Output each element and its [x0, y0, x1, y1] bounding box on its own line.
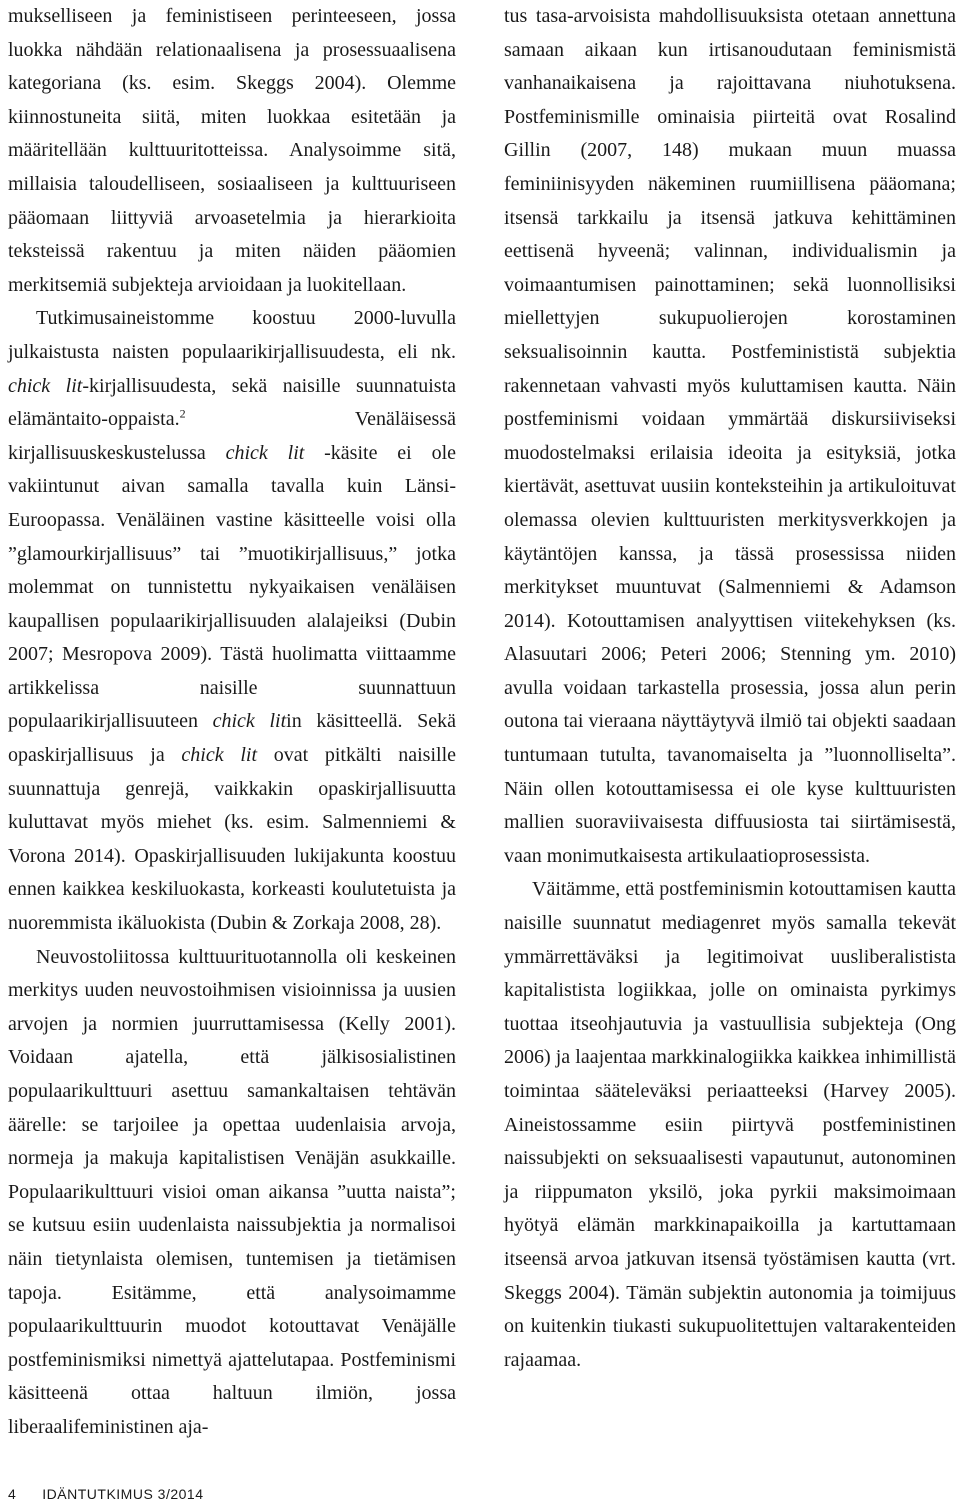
paragraph-text: Venäläisessä kirjallisuuskeskustelussa	[8, 408, 456, 464]
paragraph-argument	[504, 873, 956, 1377]
paragraph-research-material	[8, 302, 456, 940]
footnote-marker[interactable]: 2	[179, 406, 186, 421]
italic-term: chick lit	[8, 374, 83, 397]
paragraph-text: Tutkimusaineistomme koostuu 2000-luvulla julkaistusta naisten populaarikirjallisuudesta, eli nk.	[8, 307, 456, 363]
paragraph-text: mukselliseen ja feministiseen perinteeseen, jossa luokka nähdään relationaalisena ja prosessuaalisena kategoriana (ks. esim. Skeggs 2004). Olemme kiinnostuneita siitä, miten luokkaa esitetään ja määritellään kulttuuritotteissa. Analysoimme sitä, millaisia taloudelliseen, sosiaaliseen ja kulttuuriseen pääomaan liittyviä arvoasetelmia ja hierarkioita teksteissä rakentuu ja miten näiden pääomien merkitsemiä subjekteja arvioidaan ja luokitellaan.	[8, 5, 456, 296]
paragraph-text: Väitämme, että postfeminismin kotouttamisen kautta naisille suunnatut mediagenret myös samalla tekevät ymmärrettäväksi ja legitimoivat uusliberalistista kapitalistista logiikkaa, jolle on ominaista pyrkimys tuottaa itseohjautuvia ja vastuullisia subjekteja (Ong 2006) ja laajentaa markkinalogiikka kaikkea inhimillistä toimintaa sääteleväksi periaatteeksi (Harvey 2005). Aineistossamme esiin piirtyvä postfeministinen naissubjekti on seksuaalisesti vapautunut, autonominen ja riippumaton yksilö, joka pyrkii maksimoimaan hyötyä elämän markkinapaikoilla ja kartuttamaan itseensä arvoa jatkuvan itsensä työstämisen kautta (vrt. Skeggs 2004). Tämän subjektin autonomia ja toimijuus on kuitenkin tiukasti sukupuolitettujen valtarakenteiden rajaamaa.	[504, 878, 956, 1371]
paragraph-soviet-culture	[8, 941, 456, 1445]
paragraph-postfeminism	[504, 0, 956, 873]
left-column	[8, 0, 456, 1445]
italic-term: chick lit	[181, 744, 257, 767]
paragraph-text: -kirjallisuudesta, sekä naisille suunnatuista elämäntaito-oppaista.	[8, 374, 456, 431]
page-footer	[8, 1486, 204, 1502]
italic-term: chick lit	[212, 710, 287, 733]
italic-term: chick lit	[225, 441, 305, 464]
paragraph-text: tus tasa-arvoisista mahdollisuuksista otetaan annettuna samaan aikaan kun irtisanoudutaan feminismistä vanhanaikaisena ja rajoittavana niuhotuksena. Postfeminismille ominaisia piirteitä ovat Rosalind Gillin (2007, 148) mukaan muun muassa feminiinisyyden näkeminen ruumiillisena pääomana; itsensä tarkkailu ja itsensä jatkuva kehittäminen eettisenä hyveenä; valinnan, individualismin ja voimaantumisen painottaminen; sekä luonnollisiksi miellettyjen sukupuolierojen korostaminen seksualisoinnin kautta. Postfeminististä subjektia rakennetaan vahvasti myös kuluttamisen kautta. Näin postfeminismi voidaan ymmärtää diskursiiviseksi muodostelmaksi erilaisia ideoita ja esityksiä, jotka kiertävät, asettuvat uusiin konteksteihin ja artikuloituvat olemassa olevien kulttuuristen merkitysverkkojen ja käytäntöjen kanssa, ja tässä prosessissa niiden merkitykset muuntuvat (Salmenniemi & Adamson 2014). Kotouttamisen analyyttisen viitekehyksen (ks. Alasuutari 2006; Peteri 2006; Stenning ym. 2010) avulla voidaan tarkastella prosessia, jossa alun perin outona tai vieraana näyttäytyvä ilmiö tai objekti saadaan tuntumaan tutulta, tavanomaiselta ja ”luonnolliselta”. Näin ollen kotouttamisessa ei ole kyse kulttuuristen mallien suoraviivaisesta diffuusiosta tai siirtämisestä, vaan monimutkaisesta artikulaatioprosessista.	[504, 5, 956, 867]
paragraph-text: -käsite ei ole vakiintunut aivan samalla tavalla kuin Länsi-Euroopassa. Venäläinen vastine käsitteelle voisi olla ”glamourkirjallisuus” tai ”muotikirjallisuus,” jotka molemmat on tunnistettu nykyaikaisen venäläisen kaupallisen populaarikirjallisuuden alalajeiksi (Dubin 2007; Mesropova 2009). Tästä huolimatta viittaamme artikkelissa naisille suunnattuun populaarikirjallisuuteen	[8, 441, 457, 733]
paragraph-text: Neuvostoliitossa kulttuurituotannolla oli keskeinen merkitys uuden neuvostoihmisen visioinnissa ja uusien arvojen ja normien juurruttamisessa (Kelly 2001). Voidaan ajatella, että jälkisosialistinen populaarikulttuuri asettuu samankaltaisen tehtävän äärelle: se tarjoilee ja opettaa uudenlaisia arvoja, normeja ja makuja kapitalistisen Venäjän asukkaille. Populaarikulttuuri visioi oman aikansa ”uutta naista”; se kutsuu esiin uudenlaista naissubjektia ja normalisoi näin tietynlaista olemisen, tuntemisen ja tietämisen tapoja. Esitämme, että analysoimamme populaarikulttuurin muodot kotouttavat Venäjälle postfeminismiksi nimettyä ajattelutapaa. Postfeminismi käsitteenä ottaa haltuun ilmiön, jossa liberaalifeministinen aja-	[8, 945, 456, 1438]
journal-name: IDÄNTUTKIMUS 3/2014	[42, 1486, 204, 1502]
right-column	[504, 0, 956, 1377]
paragraph-class-analysis	[8, 0, 456, 302]
paragraph-text: ovat pitkälti naisille suunnattuja genrejä, vaikkakin opaskirjallisuutta kuluttavat myös miehet (ks. esim. Salmenniemi & Vorona 2014). Opaskirjallisuuden lukijakunta koostuu ennen kaikkea keskiluokasta, korkeasti koulutetuista ja nuoremmista ikäluokista (Dubin & Zorkaja 2008, 28).	[8, 744, 457, 935]
page-number: 4	[8, 1486, 17, 1502]
paragraph-text: in käsitteellä. Sekä opaskirjallisuus ja	[8, 710, 456, 767]
